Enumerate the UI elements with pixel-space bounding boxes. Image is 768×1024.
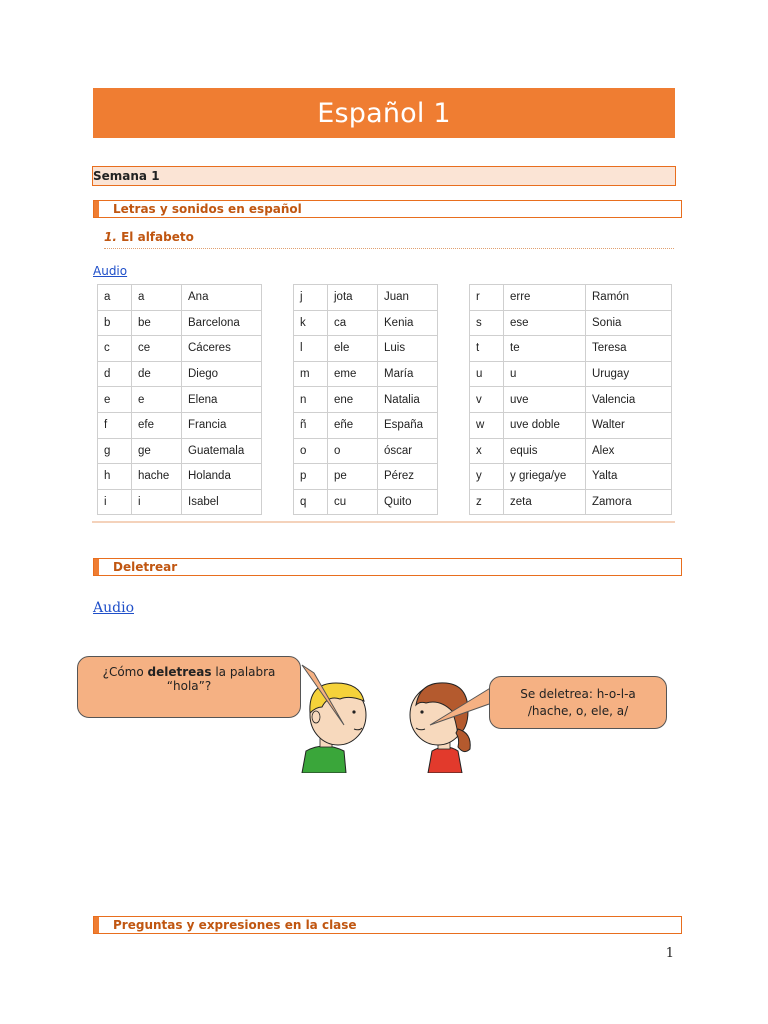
letter-cell: n xyxy=(294,387,328,413)
letter-name-cell: hache xyxy=(132,464,182,490)
speech-bubble-question xyxy=(77,656,301,718)
letter-cell: e xyxy=(98,387,132,413)
section-divider xyxy=(92,521,675,523)
week-label: Semana 1 xyxy=(92,166,676,186)
section-accent-bar xyxy=(94,201,99,217)
example-word-cell: Barcelona xyxy=(182,310,262,336)
example-word-cell: Elena xyxy=(182,387,262,413)
letter-cell: ñ xyxy=(294,412,328,438)
bubble-answer-line1: Se deletrea: h-o-l-a xyxy=(520,687,636,701)
section-accent-bar xyxy=(94,559,99,575)
letter-cell: y xyxy=(470,464,504,490)
example-word-cell: Holanda xyxy=(182,464,262,490)
table-row xyxy=(294,336,438,362)
example-word-cell: Ana xyxy=(182,285,262,311)
example-word-cell: Cáceres xyxy=(182,336,262,362)
letter-name-cell: ge xyxy=(132,438,182,464)
letter-cell: w xyxy=(470,412,504,438)
letter-cell: j xyxy=(294,285,328,311)
table-row xyxy=(98,489,262,515)
audio-link-spelling[interactable]: Audio xyxy=(93,600,134,616)
table-row xyxy=(294,464,438,490)
letter-cell: x xyxy=(470,438,504,464)
table-row xyxy=(98,361,262,387)
letter-cell: r xyxy=(470,285,504,311)
alphabet-heading-number: 1. xyxy=(104,230,117,244)
speech-bubble-answer xyxy=(489,676,667,729)
letter-name-cell: y griega/ye xyxy=(504,464,586,490)
table-row xyxy=(98,387,262,413)
letter-name-cell: de xyxy=(132,361,182,387)
letter-name-cell: o xyxy=(328,438,378,464)
letter-cell: s xyxy=(470,310,504,336)
example-word-cell: Yalta xyxy=(586,464,672,490)
letter-name-cell: uve doble xyxy=(504,412,586,438)
table-row xyxy=(98,438,262,464)
letter-name-cell: eme xyxy=(328,361,378,387)
letter-name-cell: zeta xyxy=(504,489,586,515)
letter-cell: u xyxy=(470,361,504,387)
letter-name-cell: uve xyxy=(504,387,586,413)
alphabet-heading-text: El alfabeto xyxy=(121,230,194,244)
example-word-cell: Walter xyxy=(586,412,672,438)
example-word-cell: Alex xyxy=(586,438,672,464)
table-row xyxy=(98,412,262,438)
letter-cell: f xyxy=(98,412,132,438)
letter-name-cell: erre xyxy=(504,285,586,311)
letter-name-cell: te xyxy=(504,336,586,362)
letter-cell: c xyxy=(98,336,132,362)
letter-cell: t xyxy=(470,336,504,362)
table-row xyxy=(294,387,438,413)
section-accent-bar xyxy=(94,917,99,933)
example-word-cell: Natalia xyxy=(378,387,438,413)
example-word-cell: Teresa xyxy=(586,336,672,362)
letter-name-cell: ce xyxy=(132,336,182,362)
table-row xyxy=(470,285,672,311)
letter-cell: h xyxy=(98,464,132,490)
example-word-cell: Valencia xyxy=(586,387,672,413)
bubble-question-post: la palabra xyxy=(211,665,276,679)
table-row xyxy=(294,438,438,464)
children-illustration xyxy=(280,655,515,773)
table-row xyxy=(98,464,262,490)
letter-name-cell: jota xyxy=(328,285,378,311)
example-word-cell: Francia xyxy=(182,412,262,438)
table-row xyxy=(470,412,672,438)
letter-name-cell: ca xyxy=(328,310,378,336)
letter-name-cell: ene xyxy=(328,387,378,413)
letter-name-cell: efe xyxy=(132,412,182,438)
table-row xyxy=(294,285,438,311)
bubble-question-bold: deletreas xyxy=(147,665,212,679)
letter-name-cell: i xyxy=(132,489,182,515)
table-row xyxy=(294,489,438,515)
letter-cell: i xyxy=(98,489,132,515)
letter-cell: p xyxy=(294,464,328,490)
alphabet-heading xyxy=(104,230,674,249)
example-word-cell: Sonia xyxy=(586,310,672,336)
example-word-cell: Quito xyxy=(378,489,438,515)
table-row xyxy=(470,310,672,336)
section-questions-heading xyxy=(93,916,682,934)
table-row xyxy=(98,336,262,362)
table-row xyxy=(98,285,262,311)
example-word-cell: Urugay xyxy=(586,361,672,387)
table-row xyxy=(294,310,438,336)
table-row xyxy=(470,387,672,413)
letter-name-cell: pe xyxy=(328,464,378,490)
letter-name-cell: u xyxy=(504,361,586,387)
section-letters-heading xyxy=(93,200,682,218)
letter-name-cell: ele xyxy=(328,336,378,362)
letter-name-cell: e xyxy=(132,387,182,413)
bubble-question-line2: “hola”? xyxy=(166,679,212,693)
table-row xyxy=(470,489,672,515)
example-word-cell: Guatemala xyxy=(182,438,262,464)
letter-cell: m xyxy=(294,361,328,387)
audio-link-alphabet[interactable]: Audio xyxy=(93,264,128,278)
letter-cell: v xyxy=(470,387,504,413)
example-word-cell: Diego xyxy=(182,361,262,387)
page-title: Español 1 xyxy=(93,88,675,138)
alphabet-table-a-i xyxy=(97,284,262,515)
bubble-answer-line2: /hache, o, ele, a/ xyxy=(527,704,629,718)
letter-name-cell: be xyxy=(132,310,182,336)
letter-cell: o xyxy=(294,438,328,464)
example-word-cell: Juan xyxy=(378,285,438,311)
alphabet-table-j-q xyxy=(293,284,438,515)
section-spell-heading xyxy=(93,558,682,576)
example-word-cell: María xyxy=(378,361,438,387)
table-row xyxy=(470,438,672,464)
example-word-cell: Ramón xyxy=(586,285,672,311)
table-row xyxy=(470,361,672,387)
example-word-cell: Zamora xyxy=(586,489,672,515)
letter-cell: z xyxy=(470,489,504,515)
letter-cell: k xyxy=(294,310,328,336)
letter-name-cell: eñe xyxy=(328,412,378,438)
example-word-cell: óscar xyxy=(378,438,438,464)
example-word-cell: Luis xyxy=(378,336,438,362)
letter-cell: a xyxy=(98,285,132,311)
example-word-cell: Pérez xyxy=(378,464,438,490)
table-row xyxy=(470,464,672,490)
table-row xyxy=(470,336,672,362)
table-row xyxy=(294,361,438,387)
letter-cell: b xyxy=(98,310,132,336)
letter-cell: q xyxy=(294,489,328,515)
letter-name-cell: equis xyxy=(504,438,586,464)
example-word-cell: España xyxy=(378,412,438,438)
section-letters-label: Letras y sonidos en español xyxy=(113,202,302,216)
letter-name-cell: a xyxy=(132,285,182,311)
section-questions-label: Preguntas y expresiones en la clase xyxy=(113,918,357,932)
letter-name-cell: ese xyxy=(504,310,586,336)
section-spell-label: Deletrear xyxy=(113,560,178,574)
alphabet-table-r-z xyxy=(469,284,672,515)
table-row xyxy=(294,412,438,438)
example-word-cell: Kenia xyxy=(378,310,438,336)
table-row xyxy=(98,310,262,336)
letter-cell: d xyxy=(98,361,132,387)
letter-cell: l xyxy=(294,336,328,362)
example-word-cell: Isabel xyxy=(182,489,262,515)
letter-name-cell: cu xyxy=(328,489,378,515)
bubble-question-pre: ¿Cómo xyxy=(102,665,148,679)
letter-cell: g xyxy=(98,438,132,464)
page-number: 1 xyxy=(665,946,674,961)
